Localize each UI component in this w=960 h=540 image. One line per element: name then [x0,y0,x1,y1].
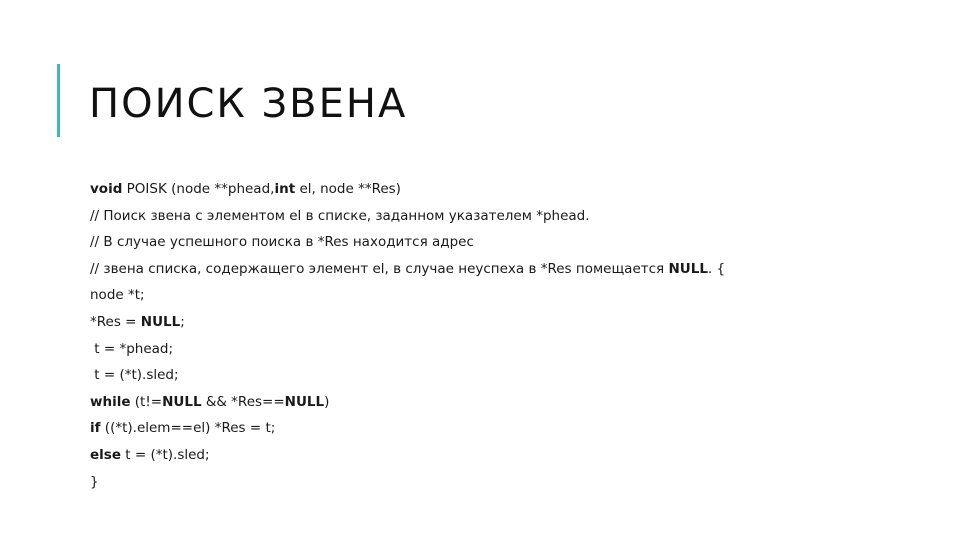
keyword-null: NULL [668,260,708,277]
code-line-if [90,415,930,442]
keyword-void: void [90,181,123,197]
code-text: && *Res== [201,393,285,410]
code-comment-1: // Поиск звена с элементом el в списке, заданном указателем *phead. [90,207,590,224]
signature-rest: el, node **Res) [295,181,401,197]
slide-title: ПОИСК ЗВЕНА [89,81,408,127]
code-text: ; [180,313,185,330]
code-line-decl: node *t; [90,287,145,304]
keyword-null: NULL [140,313,181,330]
comment-end: . { [707,260,726,277]
keyword-else: else [90,446,121,463]
keyword-while: while [90,393,131,410]
code-line-else [90,442,930,469]
code-line-t-sled: t = (*t).sled; [90,367,179,384]
code-line-res-init [90,309,930,336]
code-text: ) [324,393,330,410]
comment-text: // звена списка, содержащего элемент el, в случае неуспеха в *Res помещается [90,260,669,277]
title-accent-bar [57,64,60,137]
code-comment-2: // В случае успешного поиска в *Res находится адрес [90,234,474,251]
code-line-t-phead: t = *phead; [90,340,174,357]
code-line-signature [90,176,930,203]
keyword-int: int [274,181,296,197]
code-text: *Res = [90,313,141,330]
keyword-null: NULL [284,393,325,410]
code-listing [90,176,930,495]
code-comment-3 [90,256,930,283]
signature-part: POISK (node **phead, [122,181,275,197]
keyword-if: if [90,420,101,437]
code-text: (t!= [130,393,163,410]
keyword-null: NULL [162,393,202,410]
code-text: t = (*t).sled; [120,446,210,463]
code-text: ((*t).elem==el) *Res = t; [100,420,276,437]
code-line-while [90,389,930,416]
code-line-close-brace: } [90,473,99,490]
